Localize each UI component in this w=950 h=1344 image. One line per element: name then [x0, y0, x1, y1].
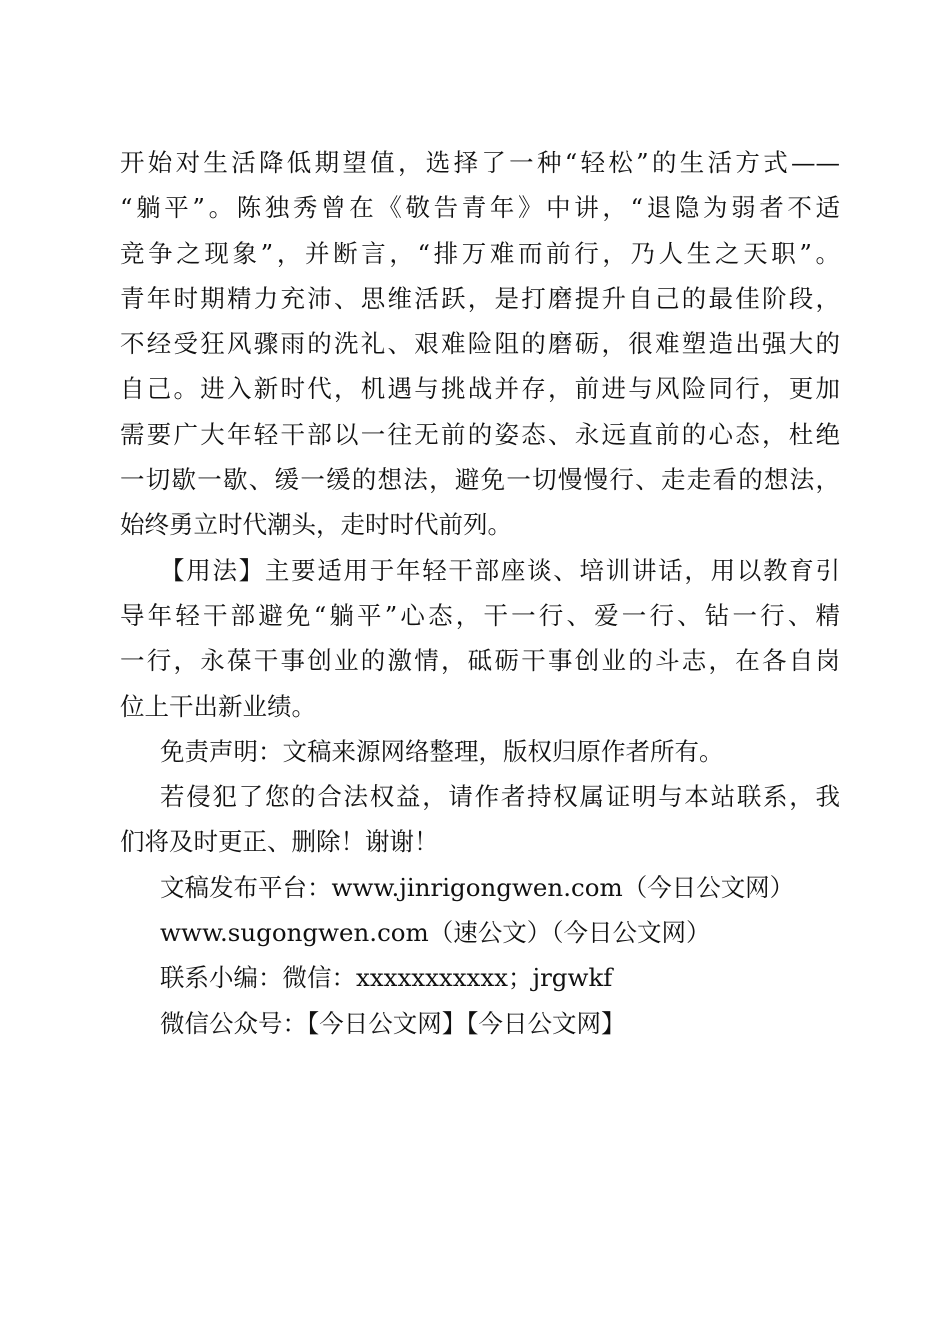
body-line: 始终勇立时代潮头，走时时代前列。	[120, 510, 512, 540]
infringement-notice-line: 若侵犯了您的合法权益，请作者持权属证明与本站联系，我	[160, 782, 840, 812]
usage-paragraph-line: 导年轻干部避免“躺平”心态，干一行、爱一行、钻一行、精	[120, 600, 840, 630]
publish-platform-line: 文稿发布平台：www.jinrigongwen.com（今日公文网）	[160, 872, 795, 902]
usage-paragraph-line: 一行，永葆干事创业的激情，砥砺干事创业的斗志，在各自岗	[120, 646, 840, 676]
body-line: “躺平”。陈独秀曾在《敬告青年》中讲，“退隐为弱者不适	[120, 193, 840, 223]
website-line: www.sugongwen.com（速公文）（今日公文网）	[160, 918, 711, 948]
document-body	[120, 140, 840, 1046]
usage-paragraph-line: 位上干出新业绩。	[120, 691, 316, 721]
wechat-account-line: 微信公众号：【今日公文网】【今日公文网】	[160, 1008, 626, 1038]
infringement-notice-line: 们将及时更正、删除！谢谢！	[120, 827, 439, 857]
contact-line: 联系小编：微信：xxxxxxxxxxx；jrgwkf	[160, 963, 613, 993]
body-line: 青年时期精力充沛、思维活跃，是打磨提升自己的最佳阶段，	[120, 283, 840, 313]
body-line: 一切歇一歇、缓一缓的想法，避免一切慢慢行、走走看的想法，	[120, 465, 840, 495]
usage-paragraph-line: 【用法】主要适用于年轻干部座谈、培训讲话，用以教育引	[160, 555, 840, 585]
body-line: 不经受狂风骤雨的洗礼、艰难险阻的磨砺，很难塑造出强大的	[120, 329, 840, 359]
body-line: 自己。进入新时代，机遇与挑战并存，前进与风险同行，更加	[120, 374, 840, 404]
body-line: 开始对生活降低期望值，选择了一种“轻松”的生活方式——	[120, 148, 840, 177]
body-line: 竞争之现象”，并断言，“排万难而前行，乃人生之天职”。	[120, 238, 840, 268]
body-line: 需要广大年轻干部以一往无前的姿态、永远直前的心态，杜绝	[120, 419, 840, 449]
disclaimer-line: 免责声明：文稿来源网络整理，版权归原作者所有。	[160, 736, 724, 766]
